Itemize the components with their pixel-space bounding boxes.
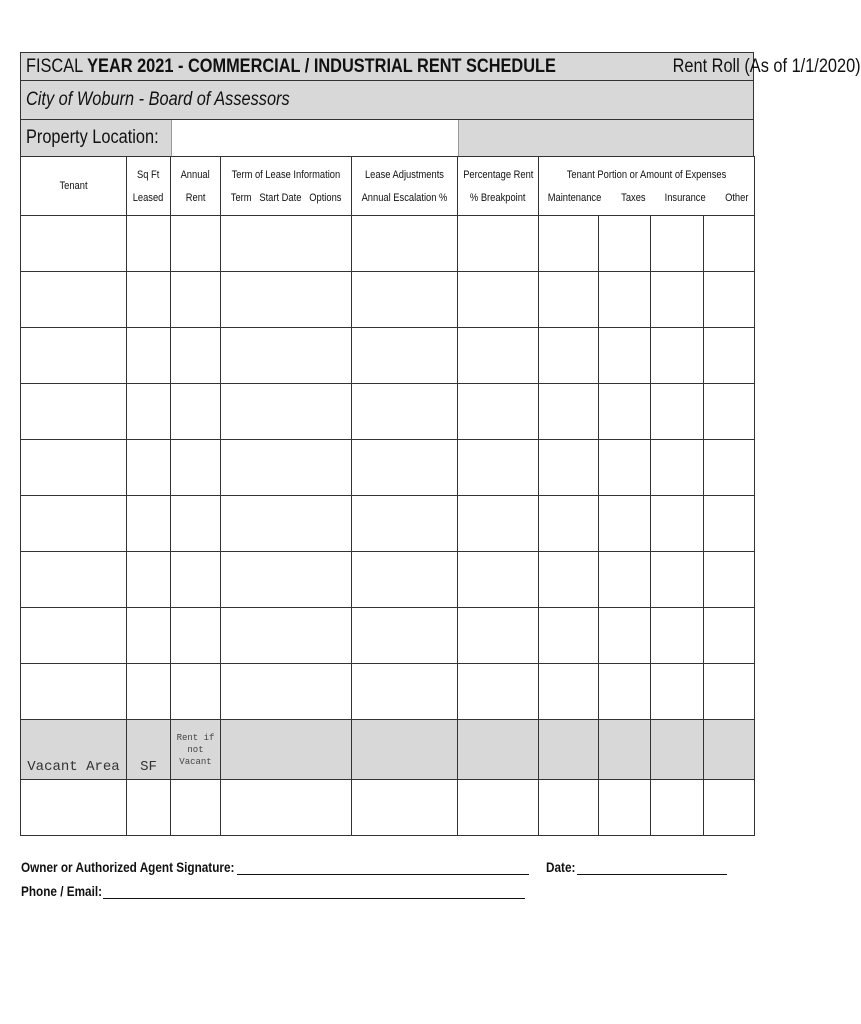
cell[interactable] xyxy=(704,552,755,608)
cell[interactable] xyxy=(171,496,221,552)
col-term: Term of Lease Information Term Start Date Options xyxy=(221,157,352,216)
cell[interactable] xyxy=(171,384,221,440)
cell[interactable] xyxy=(539,440,599,496)
cell[interactable] xyxy=(458,328,539,384)
cell[interactable] xyxy=(171,608,221,664)
signature-label: Owner or Authorized Agent Signature: xyxy=(21,859,235,875)
cell[interactable] xyxy=(704,272,755,328)
date-line[interactable] xyxy=(546,858,727,875)
cell[interactable] xyxy=(127,780,171,836)
cell[interactable] xyxy=(221,272,352,328)
cell[interactable] xyxy=(221,496,352,552)
col-percentage-rent: Percentage Rent % Breakpoint xyxy=(458,157,539,216)
cell[interactable] xyxy=(599,552,651,608)
cell[interactable] xyxy=(539,552,599,608)
cell[interactable] xyxy=(352,780,458,836)
cell[interactable] xyxy=(221,216,352,272)
cell[interactable] xyxy=(171,328,221,384)
tenant-rows xyxy=(21,216,755,720)
cell[interactable] xyxy=(352,608,458,664)
rent-schedule-form xyxy=(20,52,861,836)
cell[interactable] xyxy=(651,272,704,328)
cell[interactable] xyxy=(539,780,599,836)
col-tenant: Tenant xyxy=(21,157,127,216)
cell[interactable] xyxy=(651,552,704,608)
col-maintenance: Maintenance xyxy=(547,191,602,204)
vacant-rent-label: Rent if not Vacant xyxy=(171,720,221,780)
cell[interactable] xyxy=(21,384,127,440)
vacant-row xyxy=(21,720,755,780)
cell[interactable] xyxy=(599,496,651,552)
property-location-filler xyxy=(459,120,753,156)
cell[interactable] xyxy=(539,216,599,272)
cell[interactable] xyxy=(651,216,704,272)
col-other: Other xyxy=(724,191,748,204)
cell[interactable] xyxy=(171,780,221,836)
cell[interactable] xyxy=(21,272,127,328)
cell[interactable] xyxy=(599,384,651,440)
cell[interactable] xyxy=(352,384,458,440)
cell[interactable] xyxy=(352,216,458,272)
table-row xyxy=(21,272,755,328)
cell[interactable] xyxy=(458,272,539,328)
form-title: FISCAL YEAR 2021 - COMMERCIAL / INDUSTRIAL RENT SCHEDULE xyxy=(26,55,556,77)
cell[interactable] xyxy=(21,328,127,384)
cell[interactable] xyxy=(127,328,171,384)
cell[interactable] xyxy=(458,608,539,664)
cell[interactable] xyxy=(599,664,651,720)
cell[interactable] xyxy=(704,496,755,552)
cell[interactable] xyxy=(539,496,599,552)
form-title-bar xyxy=(20,52,861,80)
city-label: City of Woburn - Board of Assessors xyxy=(26,89,290,110)
cell[interactable] xyxy=(539,608,599,664)
cell[interactable] xyxy=(704,440,755,496)
cell[interactable] xyxy=(171,552,221,608)
date-label: Date: xyxy=(546,859,576,875)
cell[interactable] xyxy=(458,552,539,608)
cell[interactable] xyxy=(21,780,127,836)
cell[interactable] xyxy=(221,664,352,720)
cell[interactable] xyxy=(458,496,539,552)
cell[interactable] xyxy=(599,440,651,496)
signature-line[interactable] xyxy=(21,858,529,875)
rent-table xyxy=(20,156,755,836)
cell[interactable] xyxy=(651,328,704,384)
cell[interactable] xyxy=(352,496,458,552)
table-row xyxy=(21,552,755,608)
table-row xyxy=(21,328,755,384)
header-row xyxy=(21,157,755,216)
cell[interactable] xyxy=(352,272,458,328)
col-insurance: Insurance xyxy=(664,191,706,204)
cell[interactable] xyxy=(127,496,171,552)
table-row xyxy=(21,440,755,496)
cell[interactable] xyxy=(539,328,599,384)
cell[interactable] xyxy=(599,272,651,328)
cell[interactable] xyxy=(221,608,352,664)
cell[interactable] xyxy=(539,272,599,328)
table-row xyxy=(21,384,755,440)
vacant-entry-row xyxy=(21,780,755,836)
cell[interactable] xyxy=(221,780,352,836)
cell[interactable] xyxy=(171,216,221,272)
cell[interactable] xyxy=(171,272,221,328)
cell[interactable] xyxy=(458,216,539,272)
cell[interactable] xyxy=(651,440,704,496)
cell[interactable] xyxy=(704,328,755,384)
cell[interactable] xyxy=(352,664,458,720)
cell[interactable] xyxy=(458,440,539,496)
cell[interactable] xyxy=(599,608,651,664)
cell[interactable] xyxy=(539,384,599,440)
cell[interactable] xyxy=(651,608,704,664)
cell[interactable] xyxy=(458,780,539,836)
cell[interactable] xyxy=(21,608,127,664)
cell[interactable] xyxy=(704,780,755,836)
cell[interactable] xyxy=(704,664,755,720)
cell[interactable] xyxy=(171,440,221,496)
property-location-input[interactable] xyxy=(171,120,459,156)
property-location-row xyxy=(20,119,754,156)
cell[interactable] xyxy=(599,216,651,272)
table-row xyxy=(21,216,755,272)
cell[interactable] xyxy=(127,272,171,328)
phone-email-line[interactable] xyxy=(21,882,525,899)
cell[interactable] xyxy=(21,440,127,496)
cell[interactable] xyxy=(458,384,539,440)
property-location-label-cell: Property Location: xyxy=(21,120,171,156)
cell[interactable] xyxy=(21,216,127,272)
cell[interactable] xyxy=(539,664,599,720)
cell[interactable] xyxy=(127,552,171,608)
cell[interactable] xyxy=(704,384,755,440)
col-annual-rent: Annual Rent xyxy=(171,157,221,216)
vacant-area-label: Vacant Area xyxy=(21,720,127,780)
cell[interactable] xyxy=(458,664,539,720)
cell[interactable] xyxy=(21,664,127,720)
cell[interactable] xyxy=(127,608,171,664)
cell[interactable] xyxy=(127,216,171,272)
cell[interactable] xyxy=(221,328,352,384)
cell[interactable] xyxy=(221,384,352,440)
cell[interactable] xyxy=(651,496,704,552)
cell[interactable] xyxy=(651,780,704,836)
cell[interactable] xyxy=(599,328,651,384)
cell[interactable] xyxy=(221,440,352,496)
cell[interactable] xyxy=(352,328,458,384)
cell[interactable] xyxy=(651,384,704,440)
cell[interactable] xyxy=(704,216,755,272)
city-bar xyxy=(20,80,754,119)
cell[interactable] xyxy=(599,780,651,836)
vacant-sf-label: SF xyxy=(127,720,171,780)
cell[interactable] xyxy=(171,664,221,720)
col-lease-adjustments: Lease Adjustments Annual Escalation % xyxy=(352,157,458,216)
table-row xyxy=(21,608,755,664)
table-row xyxy=(21,496,755,552)
cell[interactable] xyxy=(352,440,458,496)
col-taxes: Taxes xyxy=(621,191,646,204)
cell[interactable] xyxy=(221,552,352,608)
cell[interactable] xyxy=(21,496,127,552)
rent-roll-label: Rent Roll (As of 1/1/2020) xyxy=(672,55,861,77)
col-expenses: Tenant Portion or Amount of Expenses Maintenance Taxes Insurance Other xyxy=(539,157,755,216)
cell[interactable] xyxy=(651,664,704,720)
cell[interactable] xyxy=(704,608,755,664)
cell[interactable] xyxy=(127,664,171,720)
phone-email-label: Phone / Email: xyxy=(21,883,103,899)
cell[interactable] xyxy=(352,552,458,608)
table-row xyxy=(21,664,755,720)
cell[interactable] xyxy=(21,552,127,608)
col-sqft: Sq Ft Leased xyxy=(127,157,171,216)
cell[interactable] xyxy=(127,440,171,496)
cell[interactable] xyxy=(127,384,171,440)
